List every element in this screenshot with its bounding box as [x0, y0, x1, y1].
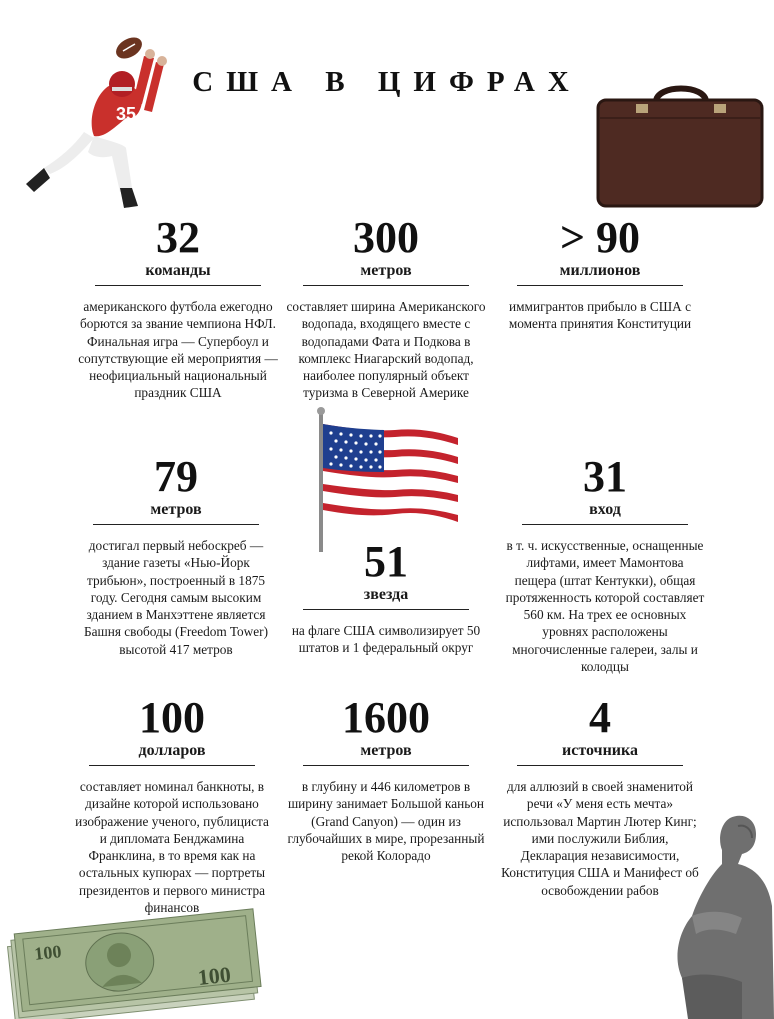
fact-number: 79 [154, 452, 198, 501]
fact-number: 1600 [342, 693, 430, 742]
fact-unit: звезда [303, 584, 469, 610]
fact-number: 4 [589, 693, 611, 742]
fact-unit: метров [303, 260, 469, 286]
fact-description: американского футбола ежегодно борются за звание чемпиона НФЛ. Финальная игра — Супербоул и сопутствующие ей мероприятия — неофициальный национальный праздник США [78, 299, 278, 401]
fact-description: иммигрантов прибыло в США с момента принятия Конституции [508, 299, 692, 332]
fact-number: 100 [139, 693, 205, 742]
bill-denomination: 100 [196, 961, 232, 990]
fact-card [286, 213, 486, 402]
fact-number: 32 [156, 213, 200, 262]
fact-number: > 90 [559, 213, 641, 262]
fact-card [72, 693, 272, 916]
fact-card [500, 693, 700, 899]
dollar-bills-illustration [0, 904, 262, 1019]
jersey-number: 35 [116, 104, 137, 124]
bill-denomination: 100 [33, 941, 63, 964]
fact-unit: метров [93, 499, 259, 525]
fact-card [76, 452, 276, 658]
football-player-illustration [14, 18, 214, 218]
fact-description: достигал первый небоскреб — здание газеты «Нью-Йорк трибьюн», построенный в 1875 году. Сегодня самым высоким зданием в Манхэттене является Башня свободы (Freedom Tower) высотой 417 метров [83, 538, 269, 657]
fact-unit: долларов [89, 740, 255, 766]
fact-card [78, 213, 278, 402]
fact-unit: метров [303, 740, 469, 766]
fact-unit: команды [95, 260, 261, 286]
suitcase-illustration [596, 82, 764, 210]
fact-unit: вход [522, 499, 688, 525]
fact-description: на флаге США символизирует 50 штатов и 1 федеральный округ [291, 623, 481, 656]
fact-number: 51 [364, 537, 408, 586]
fact-description: в глубину и 446 километров в ширину занимает Большой каньон (Grand Canyon) — один из глубочайших в мире, прорезанный рекой Колорадо [287, 779, 485, 864]
fact-unit: миллионов [517, 260, 683, 286]
fact-number: 31 [583, 452, 627, 501]
fact-number: 300 [353, 213, 419, 262]
page-title: США В ЦИФРАХ [192, 66, 582, 98]
fact-unit: источника [517, 740, 683, 766]
fact-description: в т. ч. искусственные, оснащенные лифтами, имеет Мамонтова пещера (штат Кентукки), общая протяженность которой составляет 560 км. На трех ее основных уровнях расположены многочисленные галереи, залы и колодцы [505, 538, 705, 675]
us-flag-illustration [310, 404, 460, 552]
fact-card [505, 452, 705, 675]
fact-card [286, 693, 486, 864]
fact-card [500, 213, 700, 333]
fact-description: для аллюзий в своей знаменитой речи «У меня есть мечта» использовал Мартин Лютер Кинг; ими послужили Библия, Декларация независимости, Конституция США и Манифест об освобождении рабов [501, 779, 699, 898]
fact-card [286, 537, 486, 657]
fact-description: составляет ширина Американского водопада, входящего вместе с водопадами Фата и Подкова в комплекс Ниагарский водопад, наиболее популярный объект туризма в Северной Америке [286, 299, 486, 401]
fact-description: составляет номинал банкноты, в дизайне которой использовано изображение ученого, публициста и дипломата Бенджамина Франклина, в то время как на остальных купюрах — портреты президентов и первого министра финансов [75, 779, 269, 916]
